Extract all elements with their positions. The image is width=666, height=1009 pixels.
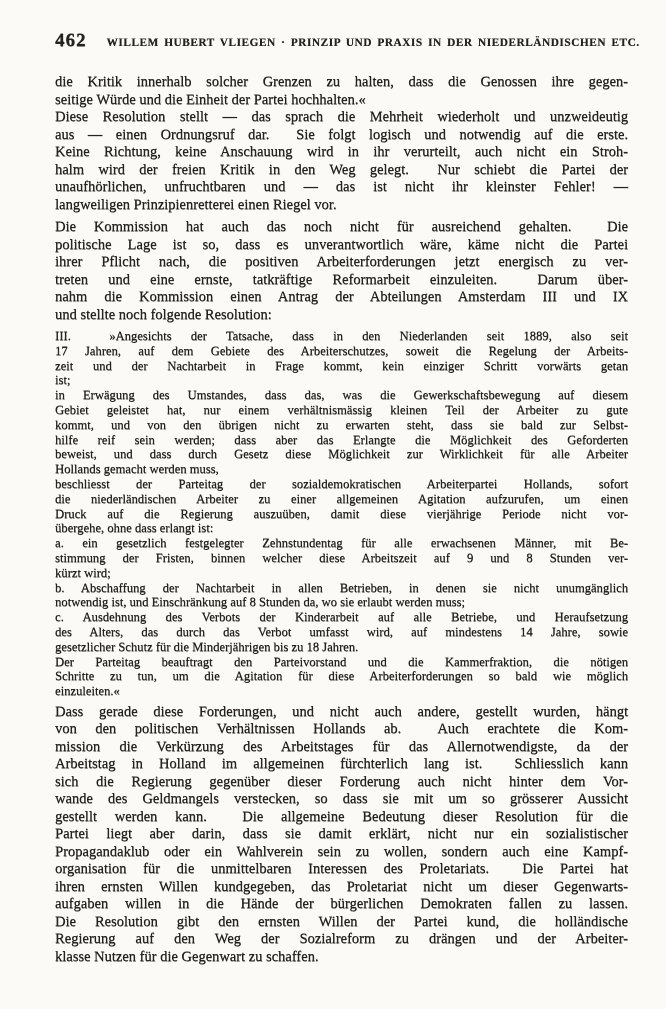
text-line: Druck auf die Regierung auszuüben, damit diese vierjährige Periode nicht vor- <box>55 506 628 521</box>
text-line: die Kritik innerhalb solcher Grenzen zu halten, dass die Genossen ihre gegen- <box>55 74 628 90</box>
text-line: Hollands gemacht werden muss, <box>55 462 219 477</box>
text-line: Arbeitstag in Holland im allgemeinen fürchterlich lang ist. Schliesslich kann <box>55 756 628 773</box>
text-line: von den politischen Verhältnissen Hollands ab. Auch erachtete die Kom- <box>55 721 628 738</box>
paragraph <box>55 610 628 654</box>
text-line: beschliesst der Parteitag der sozialdemokratischen Arbeiterpartei Hollands, sofort <box>55 476 628 491</box>
paragraph <box>55 74 628 109</box>
text-line: und stellte noch folgende Resolution: <box>55 306 272 323</box>
page-number: 462 <box>55 30 87 51</box>
text-line: kommt, und von den übrigen nicht zu erwarten steht, dass sie bald zur Selbst- <box>55 417 628 432</box>
text-line: sich die Regierung gegenüber dieser Forderung auch nicht hinter dem Vor- <box>55 773 628 790</box>
text-line: gesetzlicher Schutz für die Minderjährigen bis zu 18 Jahren. <box>55 639 359 654</box>
text-line: beweist, und dass durch Gesetz diese Möglichkeit zur Wirklichkeit für alle Arbeiter <box>55 447 628 462</box>
text-line: Der Parteitag beauftragt den Parteivorstand und die Kammerfraktion, die nötigen <box>55 654 628 669</box>
text-line: Regierung auf den Weg der Sozialreform zu drängen und der Arbeiter- <box>55 931 628 948</box>
text-line: kürzt wird; <box>55 565 111 580</box>
text-line: Diese Resolution stellt — das sprach die Mehrheit wiederholt und unzweideutig <box>55 109 628 125</box>
text-line: seitige Würde und die Einheit der Partei hochhalten.« <box>55 91 366 108</box>
paragraph <box>55 536 628 580</box>
text-line: Schritte zu tun, um die Agitation für diese Arbeiterforderungen so bald wie möglich <box>55 669 628 684</box>
text-line: Keine Richtung, keine Anschauung wird in ihr verurteilt, auch nicht ein Stroh- <box>55 144 628 160</box>
text-line: die niederländischen Arbeiter zu einer allgemeinen Agitation aufzurufen, um einen <box>55 491 628 506</box>
paragraph <box>55 704 628 967</box>
text-line: langweiligen Prinzipienretterei einen Riegel vor. <box>55 196 337 213</box>
text-line: Partei liegt aber darin, dass sie damit erklärt, nicht nur ein sozialistischer <box>55 826 628 843</box>
page-body <box>55 74 628 966</box>
text-line: Die Kommission hat auch das noch nicht für ausreichend gehalten. Die <box>55 219 628 235</box>
text-line: Propagandaklub oder ein Wahlverein sein zu wollen, sondern auch eine Kampf- <box>55 843 628 860</box>
text-line: aus — einen Ordnungsruf dar. Sie folgt logisch und notwendig auf die erste. <box>55 126 628 143</box>
text-line: ihrer Pflicht nach, die positiven Arbeiterforderungen jetzt energisch zu ver- <box>55 254 628 270</box>
text-line: Gebiet geleistet hat, nur einem verhältnismässig kleinen Teil der Arbeiter zu gute <box>55 402 628 417</box>
text-line: c. Ausdehnung des Verbots der Kinderarbeit auf alle Betriebe, und Heraufsetzung <box>55 610 628 625</box>
paragraph <box>55 219 628 324</box>
text-line: in Erwägung des Umstandes, dass das, was die Gewerkschaftsbewegung auf diesem <box>55 388 628 403</box>
text-line: ihren ernsten Willen kundgegeben, das Proletariat nicht um dieser Gegenwarts- <box>55 878 628 895</box>
paragraph <box>55 581 628 611</box>
text-line: wande des Geldmangels verstecken, so dass sie mit um so grösserer Aussicht <box>55 791 628 808</box>
text-line: nahm die Kommission einen Antrag der Abteilungen Amsterdam III und IX <box>55 289 628 305</box>
text-line: klasse Nutzen für die Gegenwart zu schaffen. <box>55 948 319 965</box>
text-line: a. ein gesetzlich festgelegter Zehnstundentag für alle erwachsenen Männer, mit Be- <box>55 536 628 551</box>
text-line: organisation für die unmittelbaren Interessen des Proletariats. Die Partei hat <box>55 861 628 878</box>
paragraph <box>55 655 628 699</box>
text-line: hilfe reif sein werden; dass aber das Erlangte die Möglichkeit des Geforderten <box>55 432 628 447</box>
text-line: ist; <box>55 373 71 388</box>
text-line: 17 Jahren, auf dem Gebiete des Arbeiterschutzes, soweit die Regelung der Arbeits- <box>55 343 628 358</box>
text-line: b. Abschaffung der Nachtarbeit in allen Betrieben, in denen sie nicht unumgänglich <box>55 580 628 595</box>
text-line: politische Lage ist so, dass es unverantwortlich wäre, käme nicht die Partei <box>55 236 628 253</box>
text-line: stimmung der Fristen, binnen welcher diese Arbeitszeit auf 9 und 8 Stunden ver- <box>55 550 628 565</box>
text-line: einzuleiten.« <box>55 684 120 699</box>
text-line: unaufhörlichen, unfruchtbaren und — das ist nicht ihr kleinster Fehler! — <box>55 179 628 195</box>
text-line: gestellt werden kann. Die allgemeine Bedeutung dieser Resolution für die <box>55 808 628 825</box>
text-line: mission die Verkürzung des Arbeitstages für das Allernotwendigste, da der <box>55 738 628 755</box>
text-line: zeit und der Nachtarbeit in Frage kommt, kein einziger Schritt vorwärts getan <box>55 358 628 373</box>
paragraph <box>55 329 628 388</box>
text-line: halm wird der freien Kritik in den Weg gelegt. Nur schiebt die Partei der <box>55 161 628 178</box>
running-header <box>55 30 640 52</box>
paragraph <box>55 477 628 536</box>
text-line: Die Resolution gibt den ernsten Willen der Partei kund, die holländische <box>55 913 628 930</box>
text-line: III. »Angesichts der Tatsache, dass in den Niederlanden seit 1889, also seit <box>55 329 628 343</box>
text-line: treten und eine ernste, tatkräftige Reformarbeit einzuleiten. Darum über- <box>55 271 628 288</box>
text-line: Dass gerade diese Forderungen, und nicht auch andere, gestellt wurden, hängt <box>55 703 628 720</box>
text-line: notwendig ist, und Einschränkung auf 8 Stunden da, wo sie erlaubt werden muss; <box>55 595 465 610</box>
text-line: übergehe, ohne dass erlangt ist: <box>55 521 214 536</box>
text-line: aufgaben willen in die Hände der bürgerlichen Demokraten fallen zu lassen. <box>55 896 628 913</box>
running-header-title: WILLEM HUBERT VLIEGEN · PRINZIP UND PRAXIS IN DER NIEDERLÄNDISCHEN ETC. <box>106 37 640 49</box>
text-line: des Alters, das durch das Verbot umfasst wird, auf mindestens 14 Jahre, sowie <box>55 624 628 639</box>
paragraph <box>55 388 628 477</box>
paragraph <box>55 109 628 214</box>
